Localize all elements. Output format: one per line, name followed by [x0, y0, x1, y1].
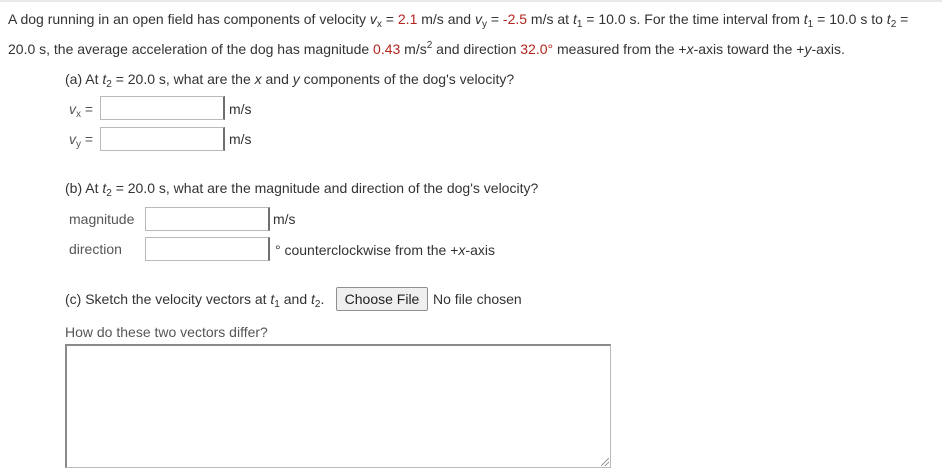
vx-unit: m/s: [229, 101, 252, 117]
vy-label: $v_y$ =: [69, 131, 94, 150]
problem-statement-line-1: A dog running in an open field has components of velocity $v_x = 2.1$ m/s and $v_y = -2.5$ m/s at $t_1 = 10.0$ s. For the time interval from $t_1 = 10.0$ s to $t_2$ =: [8, 11, 909, 30]
direction-label: direction: [69, 241, 122, 257]
magnitude-label: magnitude: [69, 211, 135, 227]
vx-label: $v_x$ =: [69, 101, 94, 120]
part-b-question: (b) At $t_2 = 20.0$ s, what are the magnitude and direction of the dog's velocity?: [65, 180, 539, 199]
problem-statement-line-2: 20.0 s, the average acceleration of the dog has magnitude 0.43 $m/s^2$ and direction 32.0° measured from the +x-axis toward the +y-axis.: [8, 40, 845, 57]
part-c-question: (c) Sketch the velocity vectors at $t_1$ and $t_2$.: [65, 291, 325, 310]
direction-input[interactable]: [145, 237, 270, 261]
vx-given-value: 2.1: [397, 11, 418, 27]
magnitude-unit: m/s: [273, 211, 296, 227]
vy-unit: m/s: [229, 131, 252, 147]
direction-unit: ° counterclockwise from the +x-axis: [275, 242, 495, 258]
vy-input[interactable]: [100, 127, 225, 151]
choose-file-button[interactable]: Choose File: [336, 287, 428, 311]
part-a-question: (a) At $t_2 = 20.0$ s, what are the x and y components of the dog's velocity?: [65, 71, 515, 90]
accel-magnitude-value: 0.43: [373, 41, 401, 57]
accel-direction-value: 32.0°: [520, 41, 554, 57]
file-status: No file chosen: [433, 291, 522, 307]
resize-grip-icon[interactable]: [601, 458, 609, 466]
top-border: [0, 0, 942, 2]
vectors-differ-textarea[interactable]: [65, 344, 611, 468]
vx-input[interactable]: [100, 96, 225, 120]
magnitude-input[interactable]: [145, 207, 270, 231]
vectors-differ-question: How do these two vectors differ?: [65, 324, 268, 340]
vy-given-value: -2.5: [502, 11, 528, 27]
